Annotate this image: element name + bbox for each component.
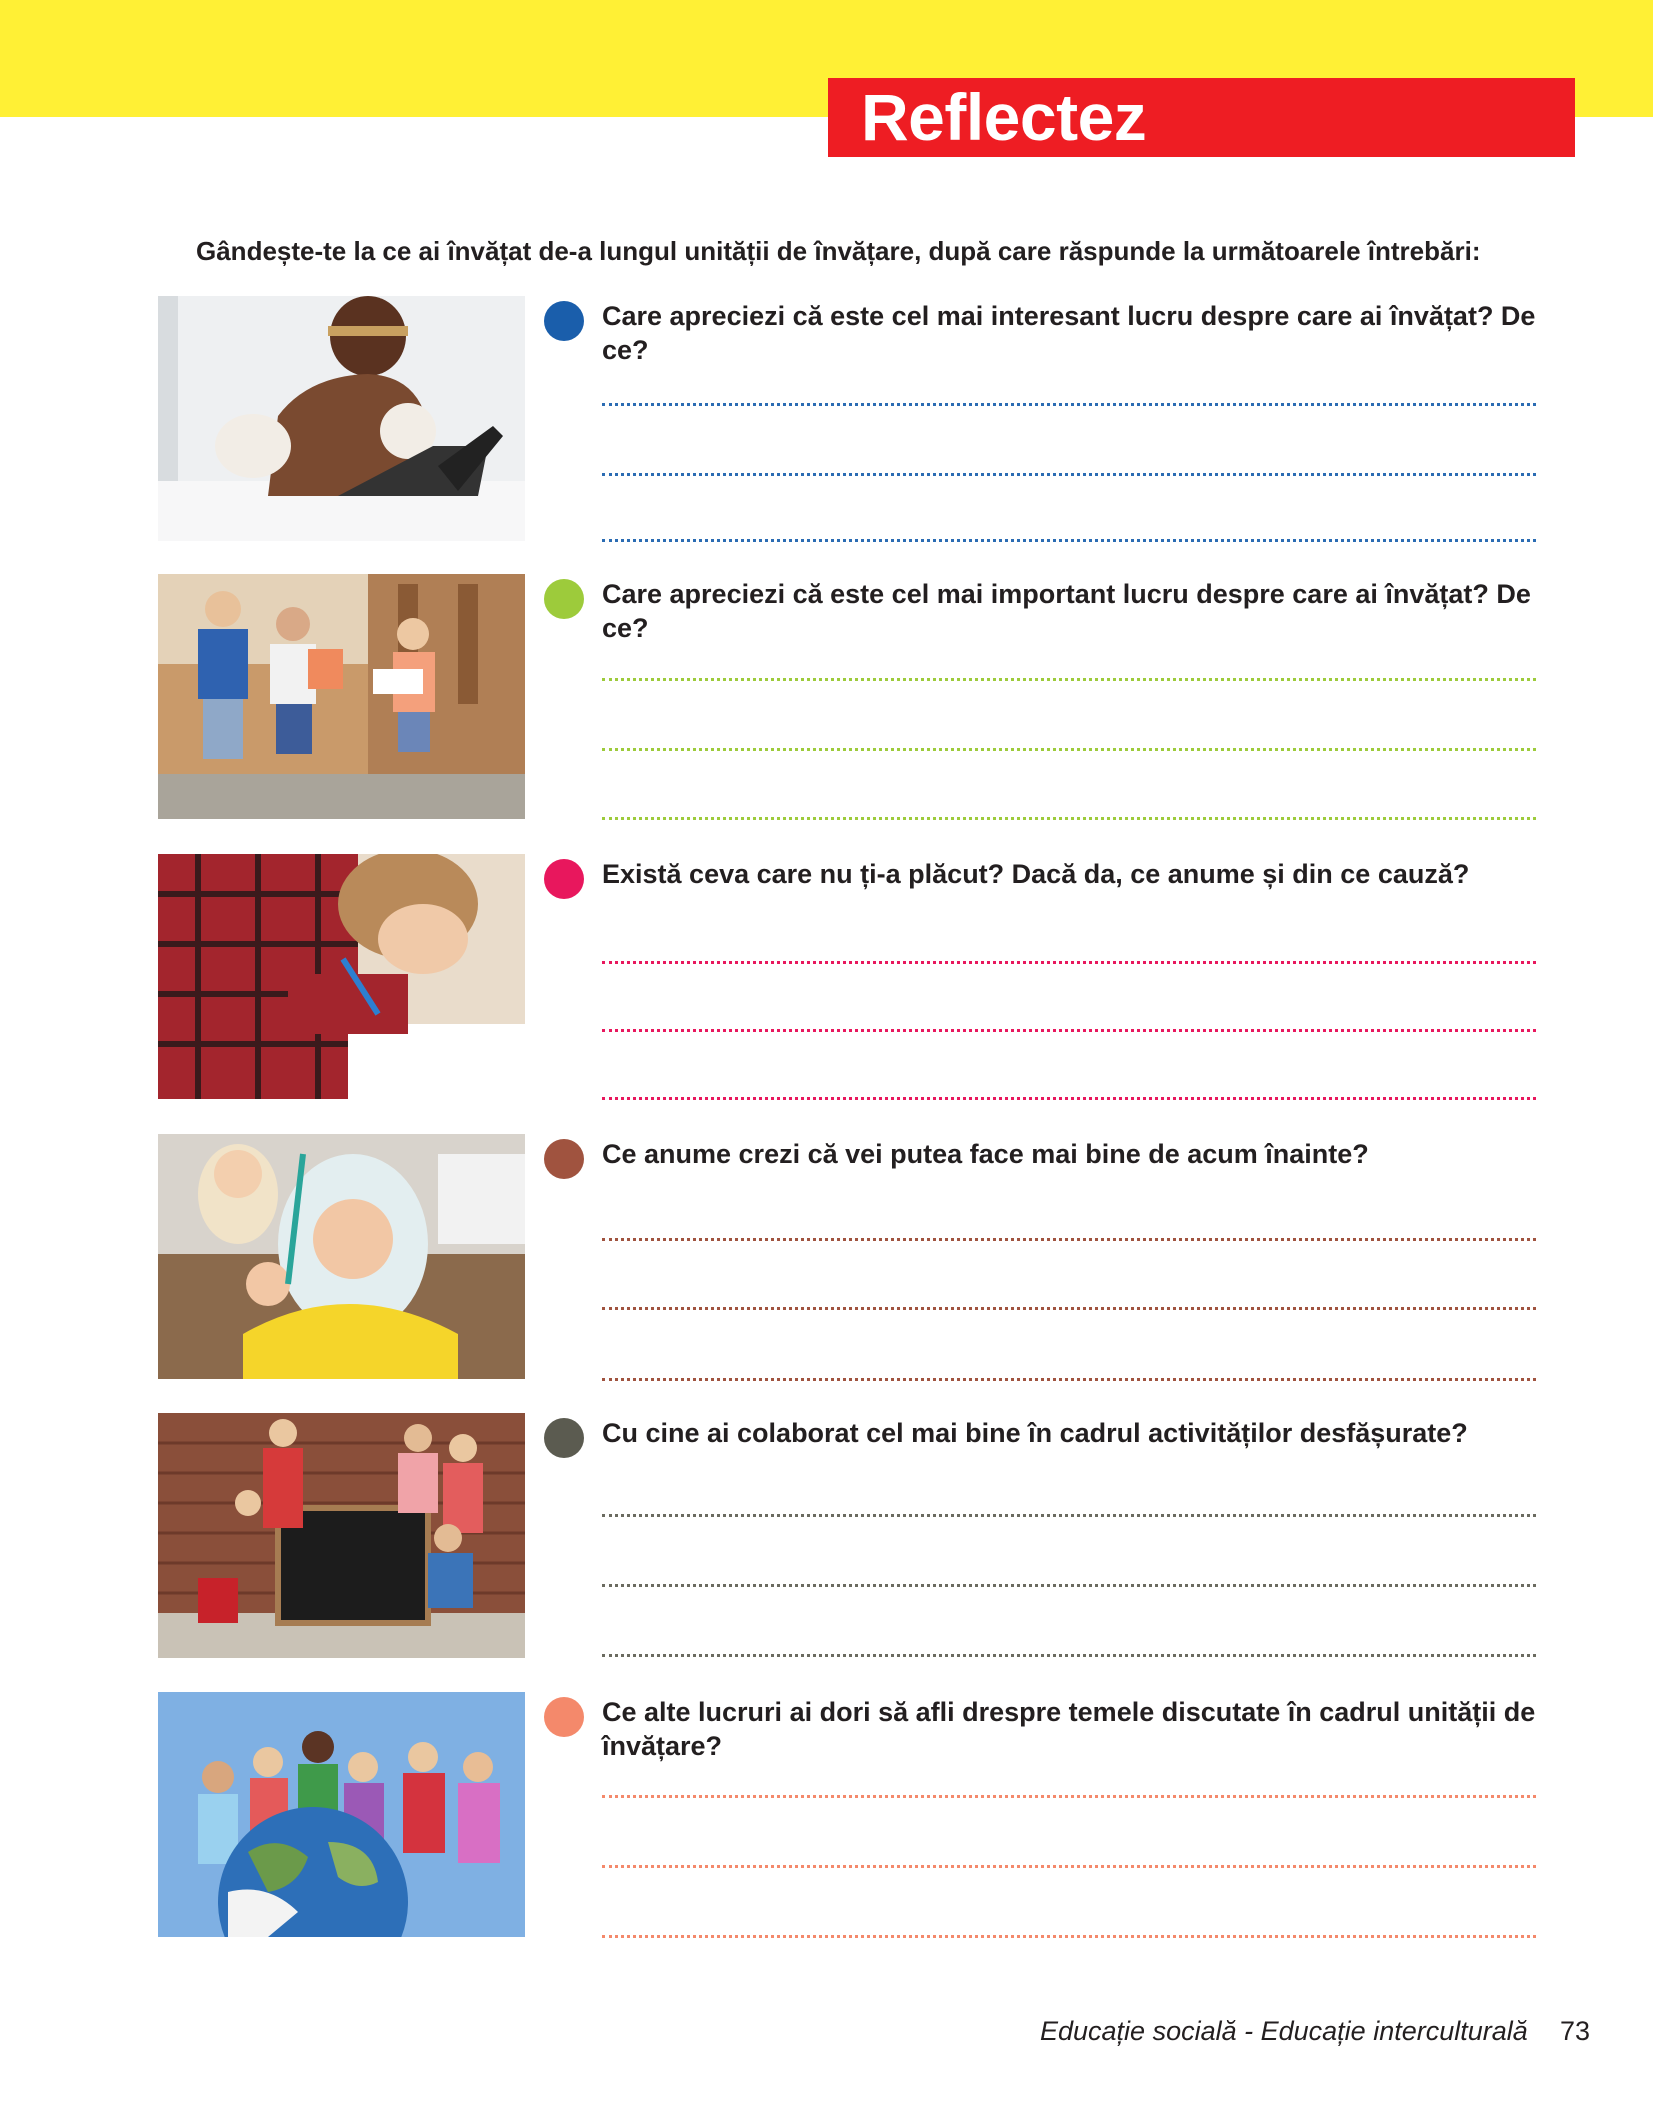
- girl-writing-photo: [158, 854, 525, 1099]
- answer-line-1[interactable]: [602, 1238, 1536, 1241]
- bullet-dot: [544, 1139, 584, 1179]
- question-row-2: [0, 574, 1653, 824]
- answer-line-1[interactable]: [602, 1795, 1536, 1798]
- bullet-dot: [544, 859, 584, 899]
- bullet-dot: [544, 1418, 584, 1458]
- question-text: Care apreciezi că este cel mai interesant lucru despre care ai învățat? De ce?: [602, 301, 1536, 365]
- answer-line-2[interactable]: [602, 748, 1536, 751]
- girl-hijab-photo: [158, 1134, 525, 1379]
- answer-line-1[interactable]: [602, 678, 1536, 681]
- answer-line-3[interactable]: [602, 539, 1536, 542]
- footer-book-title: Educație socială - Educație interculturală: [1040, 2016, 1528, 2046]
- bullet-dot: [544, 1697, 584, 1737]
- kids-globe-photo: [158, 1692, 525, 1937]
- page-number: 73: [1560, 2016, 1591, 2046]
- question-text: Ce anume crezi că vei putea face mai bine de acum înainte?: [602, 1139, 1369, 1169]
- intro-text: Gândește-te la ce ai învățat de-a lungul unității de învățare, după care răspunde la următoarele întrebări:: [196, 236, 1481, 266]
- question-row-3: [0, 854, 1653, 1104]
- question-row-6: [0, 1692, 1653, 1942]
- page-title: Reflectez: [861, 80, 1147, 154]
- answer-line-2[interactable]: [602, 1865, 1536, 1868]
- boy-laptop-photo: [158, 296, 525, 541]
- answer-line-2[interactable]: [602, 1029, 1536, 1032]
- answer-line-1[interactable]: [602, 403, 1536, 406]
- answer-line-3[interactable]: [602, 817, 1536, 820]
- question-text: Cu cine ai colaborat cel mai bine în cadrul activităților desfășurate?: [602, 1418, 1468, 1448]
- question-text: Există ceva care nu ți-a plăcut? Dacă da, ce anume și din ce cauză?: [602, 859, 1470, 889]
- answer-line-3[interactable]: [602, 1097, 1536, 1100]
- question-text: Care apreciezi că este cel mai important lucru despre care ai învățat? De ce?: [602, 579, 1531, 643]
- title-banner: [828, 78, 1575, 157]
- answer-line-2[interactable]: [602, 1307, 1536, 1310]
- question-text: Ce alte lucruri ai dori să afli drespre temele discutate în cadrul unității de învățare?: [602, 1697, 1536, 1761]
- bullet-dot: [544, 301, 584, 341]
- answer-line-1[interactable]: [602, 1514, 1536, 1517]
- question-row-1: [0, 296, 1653, 546]
- students-hallway-photo: [158, 574, 525, 819]
- question-row-4: [0, 1134, 1653, 1384]
- answer-line-2[interactable]: [602, 473, 1536, 476]
- answer-line-2[interactable]: [602, 1584, 1536, 1587]
- answer-line-3[interactable]: [602, 1935, 1536, 1938]
- question-row-5: [0, 1413, 1653, 1663]
- bullet-dot: [544, 579, 584, 619]
- answer-line-3[interactable]: [602, 1378, 1536, 1381]
- answer-line-1[interactable]: [602, 961, 1536, 964]
- kids-blackboard-photo: [158, 1413, 525, 1658]
- answer-line-3[interactable]: [602, 1654, 1536, 1657]
